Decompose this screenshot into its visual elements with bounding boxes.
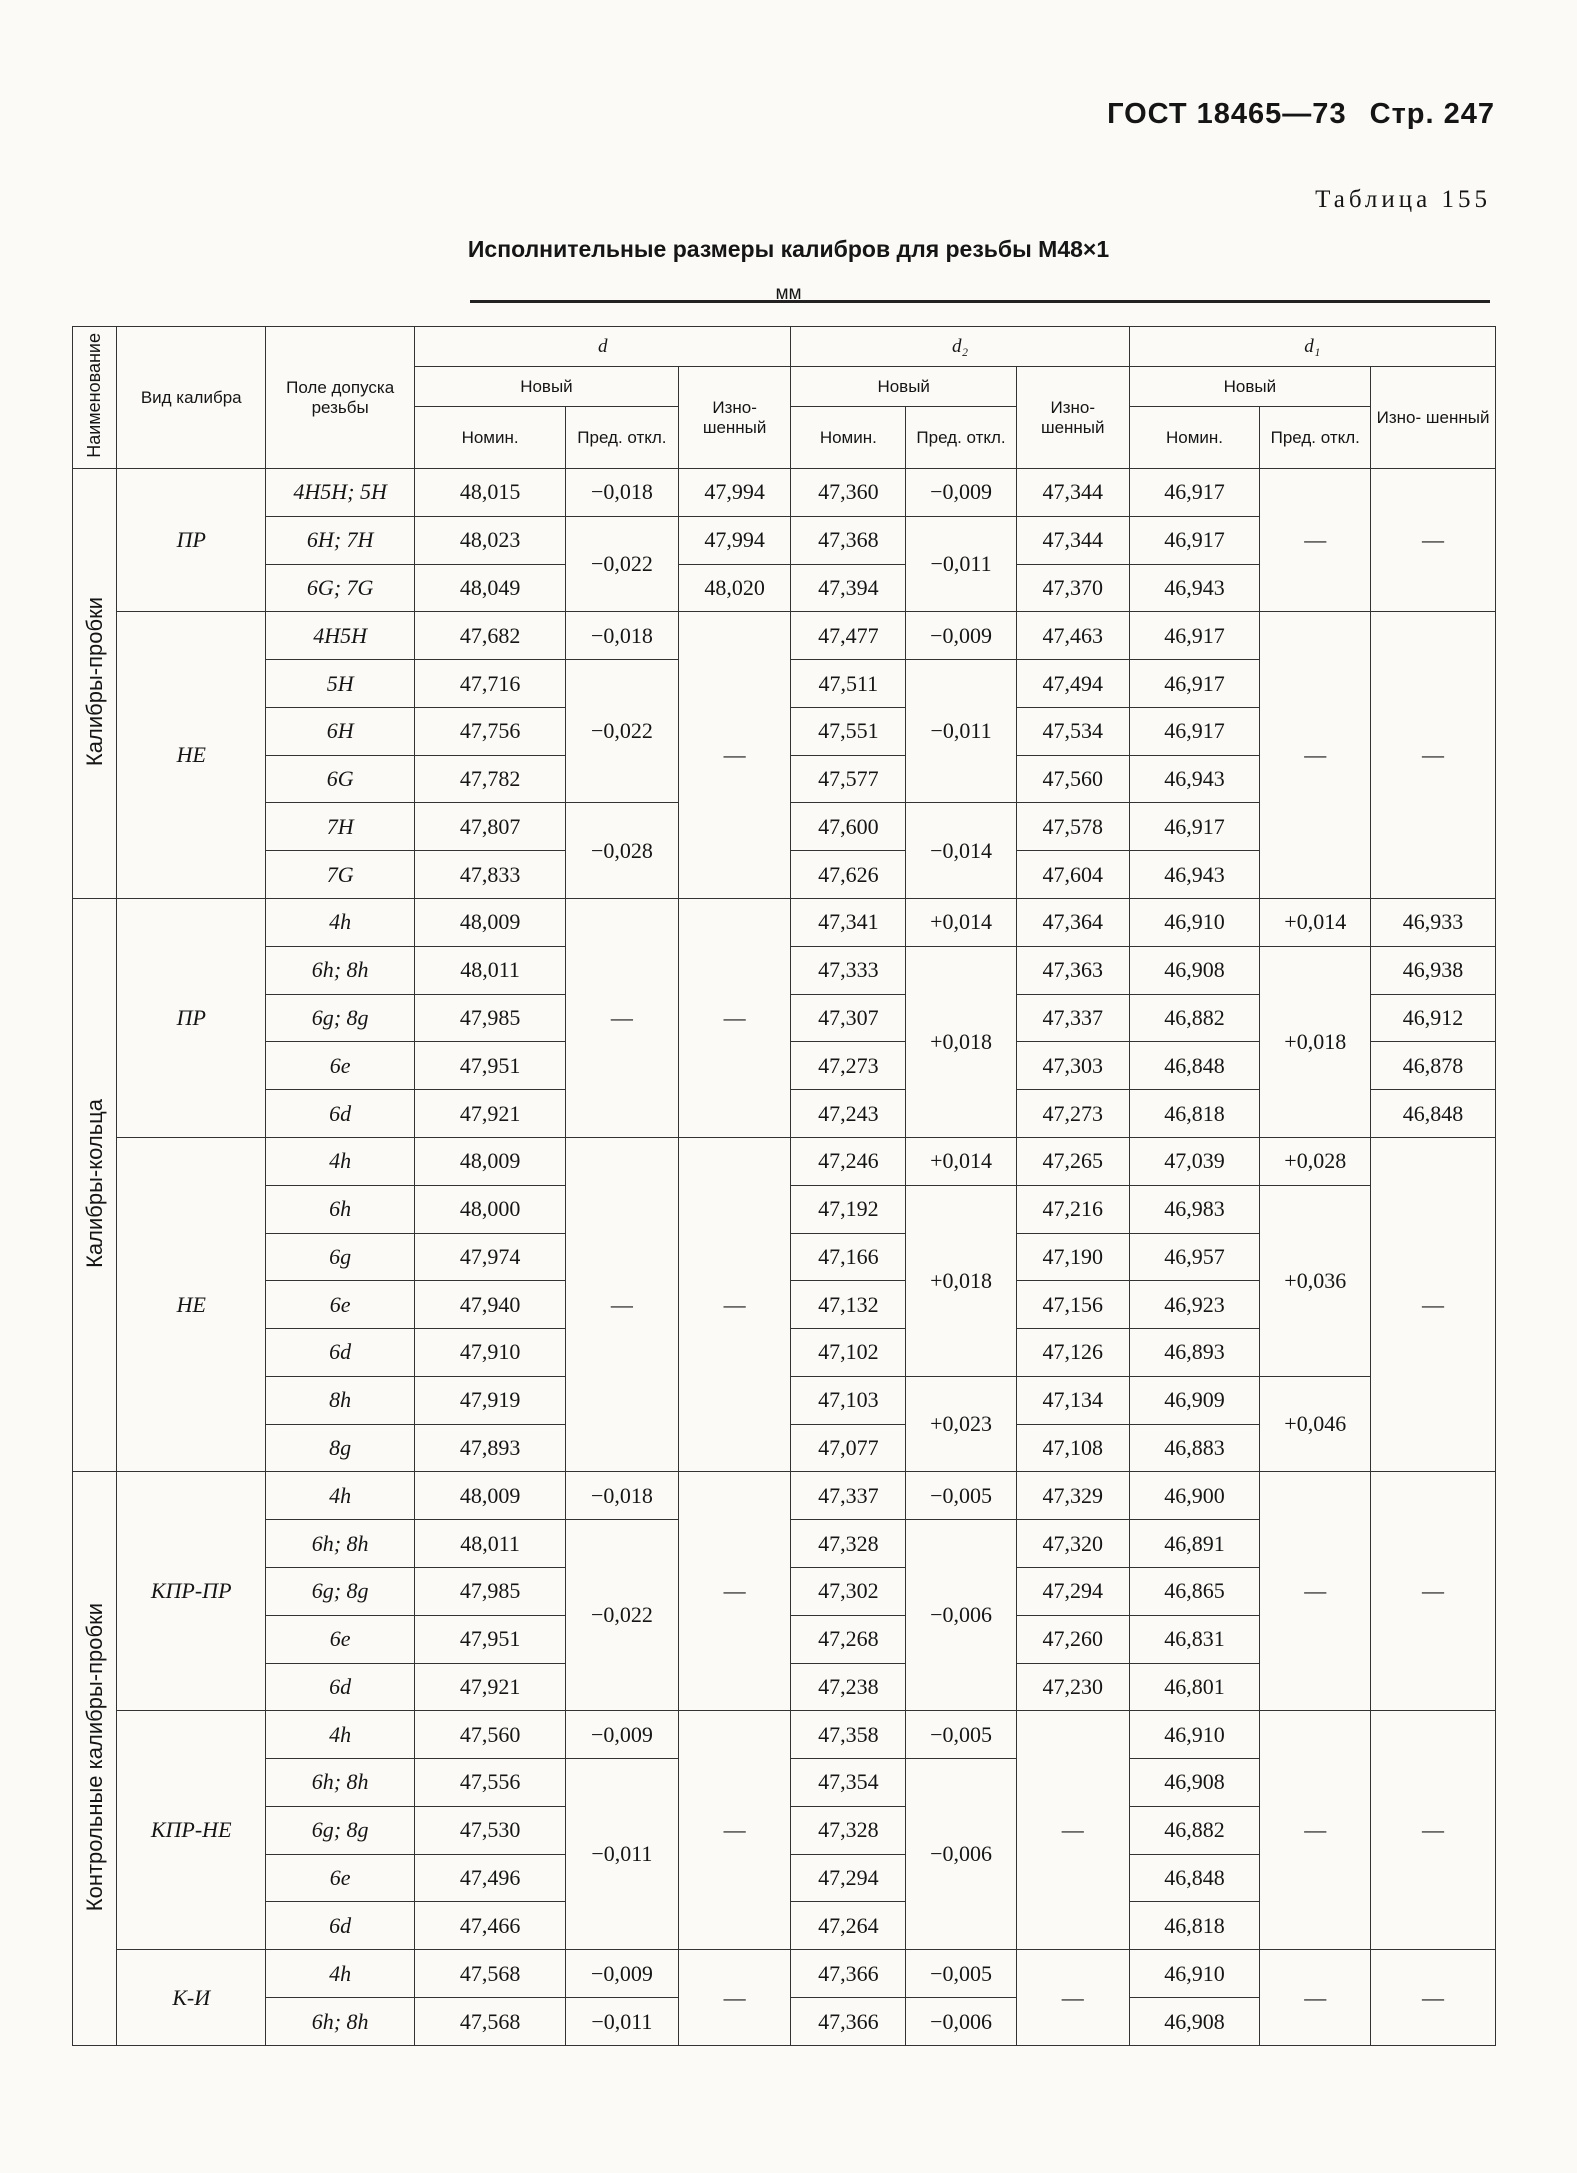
d-worn: — [678, 1950, 791, 2046]
d-nominal: 47,556 [415, 1759, 566, 1807]
d-nominal: 47,910 [415, 1329, 566, 1377]
d1-nominal: 46,917 [1129, 516, 1260, 564]
tolerance-field: 4h [266, 1711, 415, 1759]
d-worn: — [678, 1137, 791, 1471]
d-nominal: 48,009 [415, 899, 566, 947]
tolerance-field: 6h; 8h [266, 946, 415, 994]
d1-nominal: 46,908 [1129, 946, 1260, 994]
d1-nominal: 46,882 [1129, 1806, 1260, 1854]
d-deviation: — [566, 1137, 679, 1471]
tolerance-field: 4h [266, 1137, 415, 1185]
col-d1-header: d₁ [1129, 327, 1495, 367]
tolerance-field: 6e [266, 1042, 415, 1090]
d2-nominal: 47,577 [791, 755, 906, 803]
d2-nominal: 47,366 [791, 1950, 906, 1998]
d1-worn: 46,938 [1371, 946, 1496, 994]
tolerance-field: 6e [266, 1615, 415, 1663]
d1-nominal: 47,039 [1129, 1137, 1260, 1185]
col-name-header: Наименование [73, 327, 117, 469]
page-number: Стр. 247 [1369, 98, 1495, 130]
d-worn: — [678, 1711, 791, 1950]
table-number: Таблица 155 [1315, 186, 1491, 213]
d2-nominal: 47,102 [791, 1329, 906, 1377]
d2-worn: 47,364 [1016, 899, 1129, 947]
d2-nominal: 47,328 [791, 1520, 906, 1568]
tolerance-field: 4h [266, 1950, 415, 1998]
d-deviation-header: Пред. откл. [566, 407, 679, 469]
d-nominal: 47,807 [415, 803, 566, 851]
d2-nominal: 47,132 [791, 1281, 906, 1329]
standard-number: ГОСТ 18465—73 [1107, 98, 1347, 130]
d2-worn: 47,578 [1016, 803, 1129, 851]
d2-worn: 47,370 [1016, 564, 1129, 612]
gauge-dimensions-table [72, 326, 1496, 2046]
d-worn: 47,994 [678, 469, 791, 517]
table-row [73, 899, 1496, 947]
d-deviation: −0,011 [566, 1759, 679, 1950]
top-rule [470, 300, 1490, 303]
d1-deviation: — [1260, 1950, 1371, 2046]
d-nominal: 47,716 [415, 660, 566, 708]
d2-deviation: +0,018 [906, 1185, 1017, 1376]
d2-deviation: −0,006 [906, 1759, 1017, 1950]
d2-deviation: −0,009 [906, 612, 1017, 660]
d1-worn: — [1371, 1137, 1496, 1471]
d-nominal: 47,919 [415, 1376, 566, 1424]
table-row [73, 469, 1496, 517]
d1-new-header: Новый [1129, 367, 1371, 407]
d2-worn: — [1016, 1950, 1129, 2046]
d1-deviation: +0,036 [1260, 1185, 1371, 1376]
d2-worn: 47,344 [1016, 516, 1129, 564]
d-worn: 47,994 [678, 516, 791, 564]
col-field-header: Поле допуска резьбы [266, 327, 415, 469]
table-row [73, 1711, 1496, 1759]
tolerance-field: 4H5H [266, 612, 415, 660]
d1-nominal: 46,957 [1129, 1233, 1260, 1281]
d1-worn: 46,933 [1371, 899, 1496, 947]
d-nominal: 48,009 [415, 1472, 566, 1520]
d1-nominal: 46,943 [1129, 755, 1260, 803]
d2-nominal: 47,307 [791, 994, 906, 1042]
d-deviation: −0,022 [566, 660, 679, 803]
d2-worn: 47,190 [1016, 1233, 1129, 1281]
d2-worn: 47,463 [1016, 612, 1129, 660]
d1-nominal: 46,865 [1129, 1567, 1260, 1615]
d-nominal: 48,011 [415, 946, 566, 994]
table-row [73, 1472, 1496, 1520]
tolerance-field: 6d [266, 1902, 415, 1950]
d2-worn: 47,230 [1016, 1663, 1129, 1711]
d1-nominal: 46,917 [1129, 707, 1260, 755]
d-worn: — [678, 1472, 791, 1711]
d-nominal: 47,833 [415, 851, 566, 899]
d-nominal: 47,985 [415, 994, 566, 1042]
d1-nominal: 46,818 [1129, 1902, 1260, 1950]
d2-worn-header: Изно- шенный [1016, 367, 1129, 469]
d1-nominal: 46,893 [1129, 1329, 1260, 1377]
d-nominal: 48,011 [415, 1520, 566, 1568]
d-nominal: 47,782 [415, 755, 566, 803]
d2-nominal: 47,264 [791, 1902, 906, 1950]
group-label: Контрольные калибры-пробки [73, 1472, 117, 2046]
d1-nominal: 46,883 [1129, 1424, 1260, 1472]
tolerance-field: 6e [266, 1854, 415, 1902]
d1-nominal: 46,818 [1129, 1090, 1260, 1138]
d-nominal: 47,974 [415, 1233, 566, 1281]
d2-worn: 47,337 [1016, 994, 1129, 1042]
tolerance-field: 6G; 7G [266, 564, 415, 612]
tolerance-field: 4H5H; 5H [266, 469, 415, 517]
d2-worn: 47,303 [1016, 1042, 1129, 1090]
d2-nominal: 47,166 [791, 1233, 906, 1281]
d-deviation: −0,022 [566, 1520, 679, 1711]
kind-label: КПР-НЕ [117, 1711, 266, 1950]
kind-label: КПР-ПР [117, 1472, 266, 1711]
d2-nominal: 47,238 [791, 1663, 906, 1711]
tolerance-field: 5H [266, 660, 415, 708]
d1-nominal: 46,882 [1129, 994, 1260, 1042]
d-nominal-header: Номин. [415, 407, 566, 469]
d2-nominal: 47,341 [791, 899, 906, 947]
d-worn-header: Изно- шенный [678, 367, 791, 469]
d1-worn: — [1371, 469, 1496, 612]
d-nominal: 48,049 [415, 564, 566, 612]
tolerance-field: 6d [266, 1663, 415, 1711]
d1-nominal: 46,923 [1129, 1281, 1260, 1329]
d-nominal: 47,893 [415, 1424, 566, 1472]
tolerance-field: 6h; 8h [266, 1520, 415, 1568]
d1-nominal: 46,908 [1129, 1998, 1260, 2046]
d2-nominal: 47,626 [791, 851, 906, 899]
d-deviation: −0,018 [566, 612, 679, 660]
d1-nominal: 46,917 [1129, 469, 1260, 517]
d2-deviation: −0,005 [906, 1950, 1017, 1998]
d1-deviation: — [1260, 612, 1371, 899]
d-deviation: −0,022 [566, 516, 679, 612]
d1-deviation-header: Пред. откл. [1260, 407, 1371, 469]
d2-nominal: 47,246 [791, 1137, 906, 1185]
d2-deviation: −0,011 [906, 516, 1017, 612]
d2-worn: 47,494 [1016, 660, 1129, 708]
d2-deviation: −0,005 [906, 1711, 1017, 1759]
d2-worn: 47,329 [1016, 1472, 1129, 1520]
tolerance-field: 7G [266, 851, 415, 899]
tolerance-field: 6G [266, 755, 415, 803]
d-nominal: 48,023 [415, 516, 566, 564]
d1-nominal: 46,917 [1129, 803, 1260, 851]
d-nominal: 47,560 [415, 1711, 566, 1759]
d2-nominal: 47,511 [791, 660, 906, 708]
d-nominal: 47,756 [415, 707, 566, 755]
d2-worn: 47,344 [1016, 469, 1129, 517]
d2-nominal: 47,103 [791, 1376, 906, 1424]
d2-worn: 47,560 [1016, 755, 1129, 803]
d-worn: — [678, 612, 791, 899]
d-nominal: 47,985 [415, 1567, 566, 1615]
group-label: Калибры-пробки [73, 469, 117, 899]
d-nominal: 47,568 [415, 1998, 566, 2046]
kind-label: ПР [117, 899, 266, 1138]
d2-deviation: −0,006 [906, 1520, 1017, 1711]
d1-worn: — [1371, 1950, 1496, 2046]
d1-deviation: +0,028 [1260, 1137, 1371, 1185]
d2-worn: 47,265 [1016, 1137, 1129, 1185]
d1-nominal: 46,910 [1129, 899, 1260, 947]
tolerance-field: 4h [266, 899, 415, 947]
kind-label: НЕ [117, 1137, 266, 1471]
d2-nominal: 47,333 [791, 946, 906, 994]
table-row [73, 612, 1496, 660]
d2-deviation: −0,005 [906, 1472, 1017, 1520]
d1-nominal-header: Номин. [1129, 407, 1260, 469]
d1-worn: — [1371, 1472, 1496, 1711]
d-nominal: 47,951 [415, 1042, 566, 1090]
d1-nominal: 46,943 [1129, 851, 1260, 899]
tolerance-field: 6g; 8g [266, 1806, 415, 1854]
d2-nominal: 47,273 [791, 1042, 906, 1090]
tolerance-field: 6h; 8h [266, 1759, 415, 1807]
d2-worn: 47,156 [1016, 1281, 1129, 1329]
d2-nominal: 47,368 [791, 516, 906, 564]
d2-nominal: 47,360 [791, 469, 906, 517]
d-deviation: −0,009 [566, 1711, 679, 1759]
tolerance-field: 6d [266, 1090, 415, 1138]
d2-worn: 47,320 [1016, 1520, 1129, 1568]
d2-nominal-header: Номин. [791, 407, 906, 469]
d-worn: 48,020 [678, 564, 791, 612]
d-deviation: −0,009 [566, 1950, 679, 1998]
col-d-header: d [415, 327, 791, 367]
d2-worn: 47,126 [1016, 1329, 1129, 1377]
kind-label: НЕ [117, 612, 266, 899]
d2-nominal: 47,354 [791, 1759, 906, 1807]
d1-nominal: 46,831 [1129, 1615, 1260, 1663]
d1-deviation: — [1260, 469, 1371, 612]
d-deviation: −0,018 [566, 469, 679, 517]
d1-nominal: 46,943 [1129, 564, 1260, 612]
d2-deviation: −0,014 [906, 803, 1017, 899]
d2-deviation: +0,014 [906, 899, 1017, 947]
d-nominal: 47,951 [415, 1615, 566, 1663]
d-nominal: 47,940 [415, 1281, 566, 1329]
d2-worn: 47,604 [1016, 851, 1129, 899]
d1-deviation: +0,018 [1260, 946, 1371, 1137]
d-worn: — [678, 899, 791, 1138]
d-nominal: 47,682 [415, 612, 566, 660]
d2-worn: 47,134 [1016, 1376, 1129, 1424]
d1-nominal: 46,848 [1129, 1042, 1260, 1090]
tolerance-field: 8h [266, 1376, 415, 1424]
d-nominal: 48,009 [415, 1137, 566, 1185]
d-nominal: 47,496 [415, 1854, 566, 1902]
d-nominal: 48,000 [415, 1185, 566, 1233]
tolerance-field: 6h; 8h [266, 1998, 415, 2046]
d2-deviation: +0,014 [906, 1137, 1017, 1185]
d2-nominal: 47,600 [791, 803, 906, 851]
tolerance-field: 6e [266, 1281, 415, 1329]
kind-label: ПР [117, 469, 266, 612]
d-nominal: 47,466 [415, 1902, 566, 1950]
d2-worn: 47,534 [1016, 707, 1129, 755]
d-deviation: — [566, 899, 679, 1138]
d-new-header: Новый [415, 367, 679, 407]
col-kind-header: Вид калибра [117, 327, 266, 469]
d1-nominal: 46,910 [1129, 1950, 1260, 1998]
units-label: мм [775, 283, 802, 304]
d2-nominal: 47,192 [791, 1185, 906, 1233]
d2-nominal: 47,337 [791, 1472, 906, 1520]
d1-nominal: 46,917 [1129, 612, 1260, 660]
d-deviation: −0,011 [566, 1998, 679, 2046]
d2-worn: 47,216 [1016, 1185, 1129, 1233]
d1-deviation: +0,046 [1260, 1376, 1371, 1472]
d2-worn: 47,294 [1016, 1567, 1129, 1615]
d1-nominal: 46,917 [1129, 660, 1260, 708]
table-row [73, 1137, 1496, 1185]
d2-nominal: 47,366 [791, 1998, 906, 2046]
d1-nominal: 46,908 [1129, 1759, 1260, 1807]
page-header [1107, 98, 1495, 131]
d2-worn: — [1016, 1711, 1129, 1950]
tolerance-field: 6g; 8g [266, 994, 415, 1042]
tolerance-field: 4h [266, 1472, 415, 1520]
d1-nominal: 46,909 [1129, 1376, 1260, 1424]
tolerance-field: 6g; 8g [266, 1567, 415, 1615]
d2-deviation: +0,018 [906, 946, 1017, 1137]
d1-deviation: +0,014 [1260, 899, 1371, 947]
d-nominal: 47,921 [415, 1663, 566, 1711]
d-deviation: −0,028 [566, 803, 679, 899]
d1-worn: — [1371, 612, 1496, 899]
d2-worn: 47,260 [1016, 1615, 1129, 1663]
d1-deviation: — [1260, 1472, 1371, 1711]
d2-nominal: 47,551 [791, 707, 906, 755]
d2-deviation-header: Пред. откл. [906, 407, 1017, 469]
table-row [73, 1950, 1496, 1998]
tolerance-field: 6H; 7H [266, 516, 415, 564]
d1-nominal: 46,910 [1129, 1711, 1260, 1759]
d2-nominal: 47,268 [791, 1615, 906, 1663]
d1-deviation: — [1260, 1711, 1371, 1950]
d-deviation: −0,018 [566, 1472, 679, 1520]
d1-worn: 46,878 [1371, 1042, 1496, 1090]
d2-nominal: 47,394 [791, 564, 906, 612]
d-nominal: 47,568 [415, 1950, 566, 1998]
d2-new-header: Новый [791, 367, 1016, 407]
d-nominal: 47,921 [415, 1090, 566, 1138]
d2-nominal: 47,077 [791, 1424, 906, 1472]
d2-deviation: −0,011 [906, 660, 1017, 803]
tolerance-field: 6h [266, 1185, 415, 1233]
d2-deviation: −0,006 [906, 1998, 1017, 2046]
tolerance-field: 8g [266, 1424, 415, 1472]
d2-nominal: 47,302 [791, 1567, 906, 1615]
tolerance-field: 6g [266, 1233, 415, 1281]
d2-worn: 47,108 [1016, 1424, 1129, 1472]
group-label: Калибры-кольца [73, 899, 117, 1472]
d2-nominal: 47,358 [791, 1711, 906, 1759]
d1-nominal: 46,801 [1129, 1663, 1260, 1711]
tolerance-field: 6d [266, 1329, 415, 1377]
d1-nominal: 46,848 [1129, 1854, 1260, 1902]
d2-worn: 47,273 [1016, 1090, 1129, 1138]
d2-nominal: 47,243 [791, 1090, 906, 1138]
d2-deviation: +0,023 [906, 1376, 1017, 1472]
d1-worn-header: Изно- шенный [1371, 367, 1496, 469]
tolerance-field: 7H [266, 803, 415, 851]
d1-nominal: 46,900 [1129, 1472, 1260, 1520]
d1-nominal: 46,983 [1129, 1185, 1260, 1233]
d1-worn: 46,912 [1371, 994, 1496, 1042]
col-d2-header: d₂ [791, 327, 1129, 367]
d2-nominal: 47,477 [791, 612, 906, 660]
table-title: Исполнительные размеры калибров для резьбы M48×1 [467, 236, 1110, 262]
d2-deviation: −0,009 [906, 469, 1017, 517]
kind-label: К-И [117, 1950, 266, 2046]
tolerance-field: 6H [266, 707, 415, 755]
d2-worn: 47,363 [1016, 946, 1129, 994]
d-nominal: 47,530 [415, 1806, 566, 1854]
d-nominal: 48,015 [415, 469, 566, 517]
d1-worn: — [1371, 1711, 1496, 1950]
d2-nominal: 47,328 [791, 1806, 906, 1854]
d1-nominal: 46,891 [1129, 1520, 1260, 1568]
d2-nominal: 47,294 [791, 1854, 906, 1902]
d1-worn: 46,848 [1371, 1090, 1496, 1138]
